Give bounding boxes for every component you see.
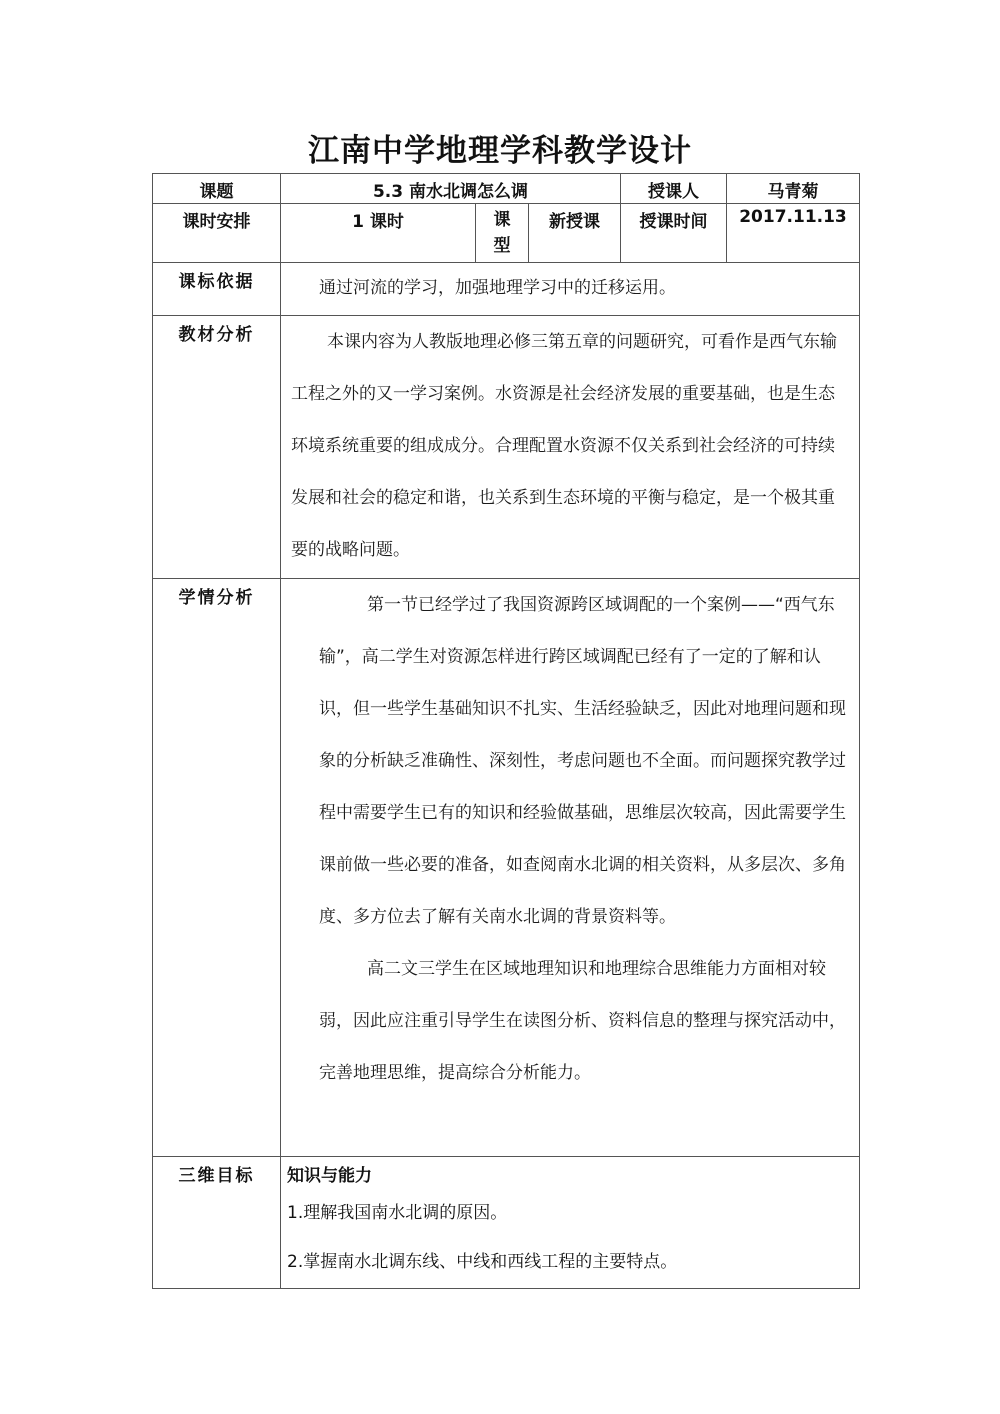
students-paragraph-2: 高二文三学生在区域地理知识和地理综合思维能力方面相对较弱，因此应注重引导学生在读图分析、资料信息的整理与探究活动中，完善地理思维，提高综合分析能力。 [319,959,846,1083]
goals-label: 三维目标 [153,1157,281,1289]
date-value: 2017.11.13 [727,204,860,263]
goal-item-2: 2.掌握南水北调东线、中线和西线工程的主要特点。 [287,1252,678,1272]
hours-label: 课时安排 [153,204,281,263]
row-students [153,579,860,1157]
goal-item-1: 1.理解我国南水北调的原因。 [287,1203,508,1223]
students-cell [281,579,860,1157]
textbook-label: 教材分析 [153,316,281,579]
topic-value: 5.3 南水北调怎么调 [281,174,621,204]
teacher-value: 马青菊 [727,174,860,204]
teacher-label: 授课人 [621,174,727,204]
type-value: 新授课 [529,204,621,263]
textbook-cell [281,316,860,579]
students-paragraph-1: 第一节已经学过了我国资源跨区域调配的一个案例——“西气东输”，高二学生对资源怎样进行跨区域调配已经有了一定的了解和认识，但一些学生基础知识不扎实、生活经验缺乏，因此对地理问题和现象的分析缺乏准确性、深刻性，考虑问题也不全面。而问题探究教学过程中需要学生已有的知识和经验做基础，思维层次较高，因此需要学生课前做一些必要的准备，如查阅南水北调的相关资料，从多层次、多角度、多方位去了解有关南水北调的背景资料等。 [319,595,846,927]
row-topic [153,174,860,204]
standard-label: 课标依据 [153,263,281,316]
type-label: 课型 [476,204,529,263]
textbook-text: 本课内容为人教版地理必修三第五章的问题研究，可看作是西气东输工程之外的又一学习案例。水资源是社会经济发展的重要基础，也是生态环境系统重要的组成成分。合理配置水资源不仅关系到社会经济的可持续发展和社会的稳定和谐，也关系到生态环境的平衡与稳定，是一个极其重要的战略问题。 [291,332,837,560]
date-label: 授课时间 [621,204,727,263]
topic-label: 课题 [153,174,281,204]
hours-value: 1 课时 [281,204,476,263]
row-textbook [153,316,860,579]
row-goals [153,1157,860,1289]
document-title: 江南中学地理学科教学设计 [308,133,692,169]
goals-cell [281,1157,860,1289]
row-standard [153,263,860,316]
row-schedule [153,204,860,263]
goals-subheading: 知识与能力 [287,1166,372,1186]
students-label: 学情分析 [153,579,281,1157]
lesson-plan-table [152,173,860,1289]
standard-text: 通过河流的学习，加强地理学习中的迁移运用。 [281,263,860,316]
